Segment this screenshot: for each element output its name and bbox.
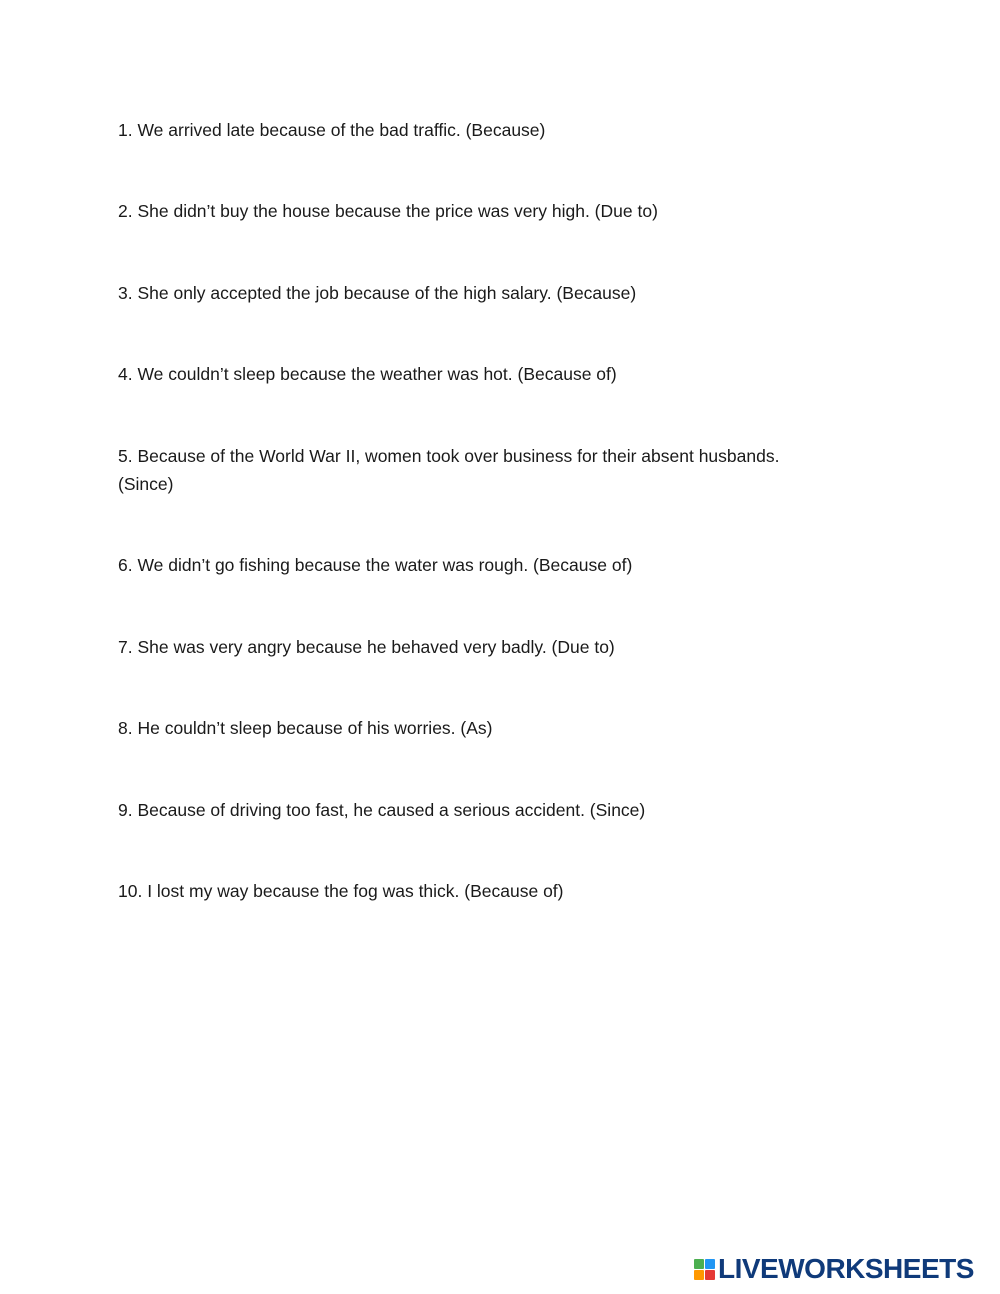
liveworksheets-logo — [694, 1254, 974, 1284]
question-4: 4. We couldn’t sleep because the weather was hot. (Because of) — [118, 364, 617, 384]
logo-tile-red — [705, 1270, 715, 1280]
question-7: 7. She was very angry because he behaved very badly. (Due to) — [118, 637, 615, 657]
question-5: 5. Because of the World War II, women took over business for their absent husbands. (Since) — [118, 446, 780, 494]
question-3: 3. She only accepted the job because of the high salary. (Because) — [118, 283, 637, 303]
logo-tile-blue — [705, 1259, 715, 1269]
question-2: 2. She didn’t buy the house because the price was very high. (Due to) — [118, 201, 658, 221]
question-8: 8. He couldn’t sleep because of his worries. (As) — [118, 718, 493, 738]
logo-tile-orange — [694, 1270, 704, 1280]
question-10: 10. I lost my way because the fog was thick. (Because of) — [118, 881, 564, 901]
logo-text: LIVEWORKSHEETS — [718, 1253, 974, 1284]
question-1: 1. We arrived late because of the bad traffic. (Because) — [118, 120, 546, 140]
question-9: 9. Because of driving too fast, he caused a serious accident. (Since) — [118, 800, 646, 820]
logo-tile-green — [694, 1259, 704, 1269]
question-6: 6. We didn’t go fishing because the water was rough. (Because of) — [118, 555, 633, 575]
liveworksheets-logo-icon — [694, 1259, 715, 1280]
